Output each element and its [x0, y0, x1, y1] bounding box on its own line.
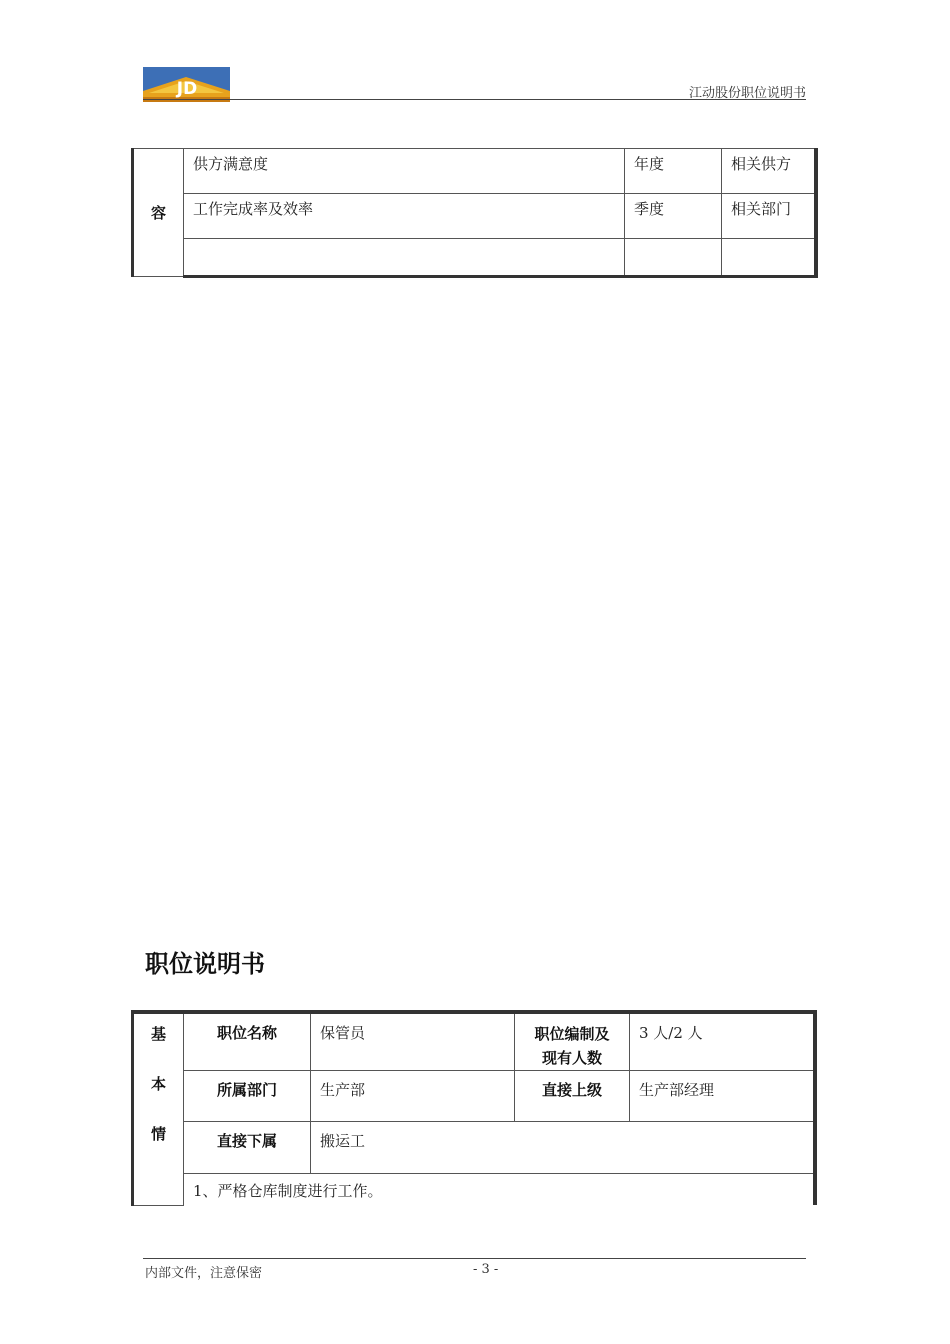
kpi-cycle: 季度 [634, 200, 665, 218]
kpi-source-cell [722, 239, 816, 277]
kpi-cycle: 年度 [634, 155, 665, 173]
kpi-source: 相关供方 [731, 155, 792, 173]
kpi-item-cell [184, 239, 625, 277]
superior-cell [630, 1071, 815, 1122]
duty-first: 1、严格仓库制度进行工作。 [193, 1182, 383, 1200]
headcount-cell [630, 1012, 815, 1071]
subordinate-cell [311, 1122, 815, 1174]
subordinate: 搬运工 [320, 1132, 366, 1150]
kpi-item: 工作完成率及效率 [193, 200, 314, 218]
side-char: 基 [150, 1025, 166, 1043]
position-name-label: 职位名称 [216, 1024, 277, 1042]
side-char: 情 [150, 1125, 166, 1143]
kpi-source-cell [722, 149, 816, 194]
kpi-side-label: 容 [150, 204, 166, 222]
superior: 生产部经理 [639, 1081, 715, 1099]
document-title: 职位说明书 [145, 950, 265, 978]
position-name-cell [311, 1012, 515, 1071]
headcount-label-line1: 职位编制及 [534, 1025, 610, 1043]
kpi-side-label-cell [133, 149, 184, 277]
kpi-item-cell [184, 194, 625, 239]
basic-info-side-cell [133, 1012, 184, 1205]
basic-info-table [131, 1010, 817, 1206]
headcount-label-cell [515, 1012, 630, 1071]
kpi-item: 供方满意度 [193, 155, 269, 173]
position-name: 保管员 [320, 1024, 366, 1042]
kpi-item-cell [184, 149, 625, 194]
kpi-table [131, 148, 818, 278]
superior-label: 直接上级 [541, 1081, 602, 1099]
header-rule [143, 99, 806, 100]
header-title: 江动股份职位说明书 [688, 86, 806, 101]
logo-text: JD [176, 79, 198, 99]
kpi-cycle-cell [625, 194, 722, 239]
company-logo [143, 67, 230, 102]
kpi-cycle-cell [625, 149, 722, 194]
department: 生产部 [320, 1081, 366, 1099]
kpi-source-cell [722, 194, 816, 239]
footer-confidential: 内部文件，注意保密 [145, 1266, 263, 1281]
duty-cell [184, 1174, 815, 1206]
subordinate-label-cell [184, 1122, 311, 1174]
headcount-label-line2: 现有人数 [541, 1049, 602, 1067]
page-number: - 3 - [473, 1262, 499, 1277]
superior-label-cell [515, 1071, 630, 1122]
department-label: 所属部门 [216, 1081, 277, 1099]
subordinate-label: 直接下属 [216, 1132, 277, 1150]
headcount: 3 人/2 人 [639, 1024, 703, 1042]
position-name-label-cell [184, 1012, 311, 1071]
kpi-source: 相关部门 [731, 200, 792, 218]
department-cell [311, 1071, 515, 1122]
department-label-cell [184, 1071, 311, 1122]
kpi-cycle-cell [625, 239, 722, 277]
side-char: 本 [150, 1075, 166, 1093]
footer-rule [143, 1258, 806, 1259]
